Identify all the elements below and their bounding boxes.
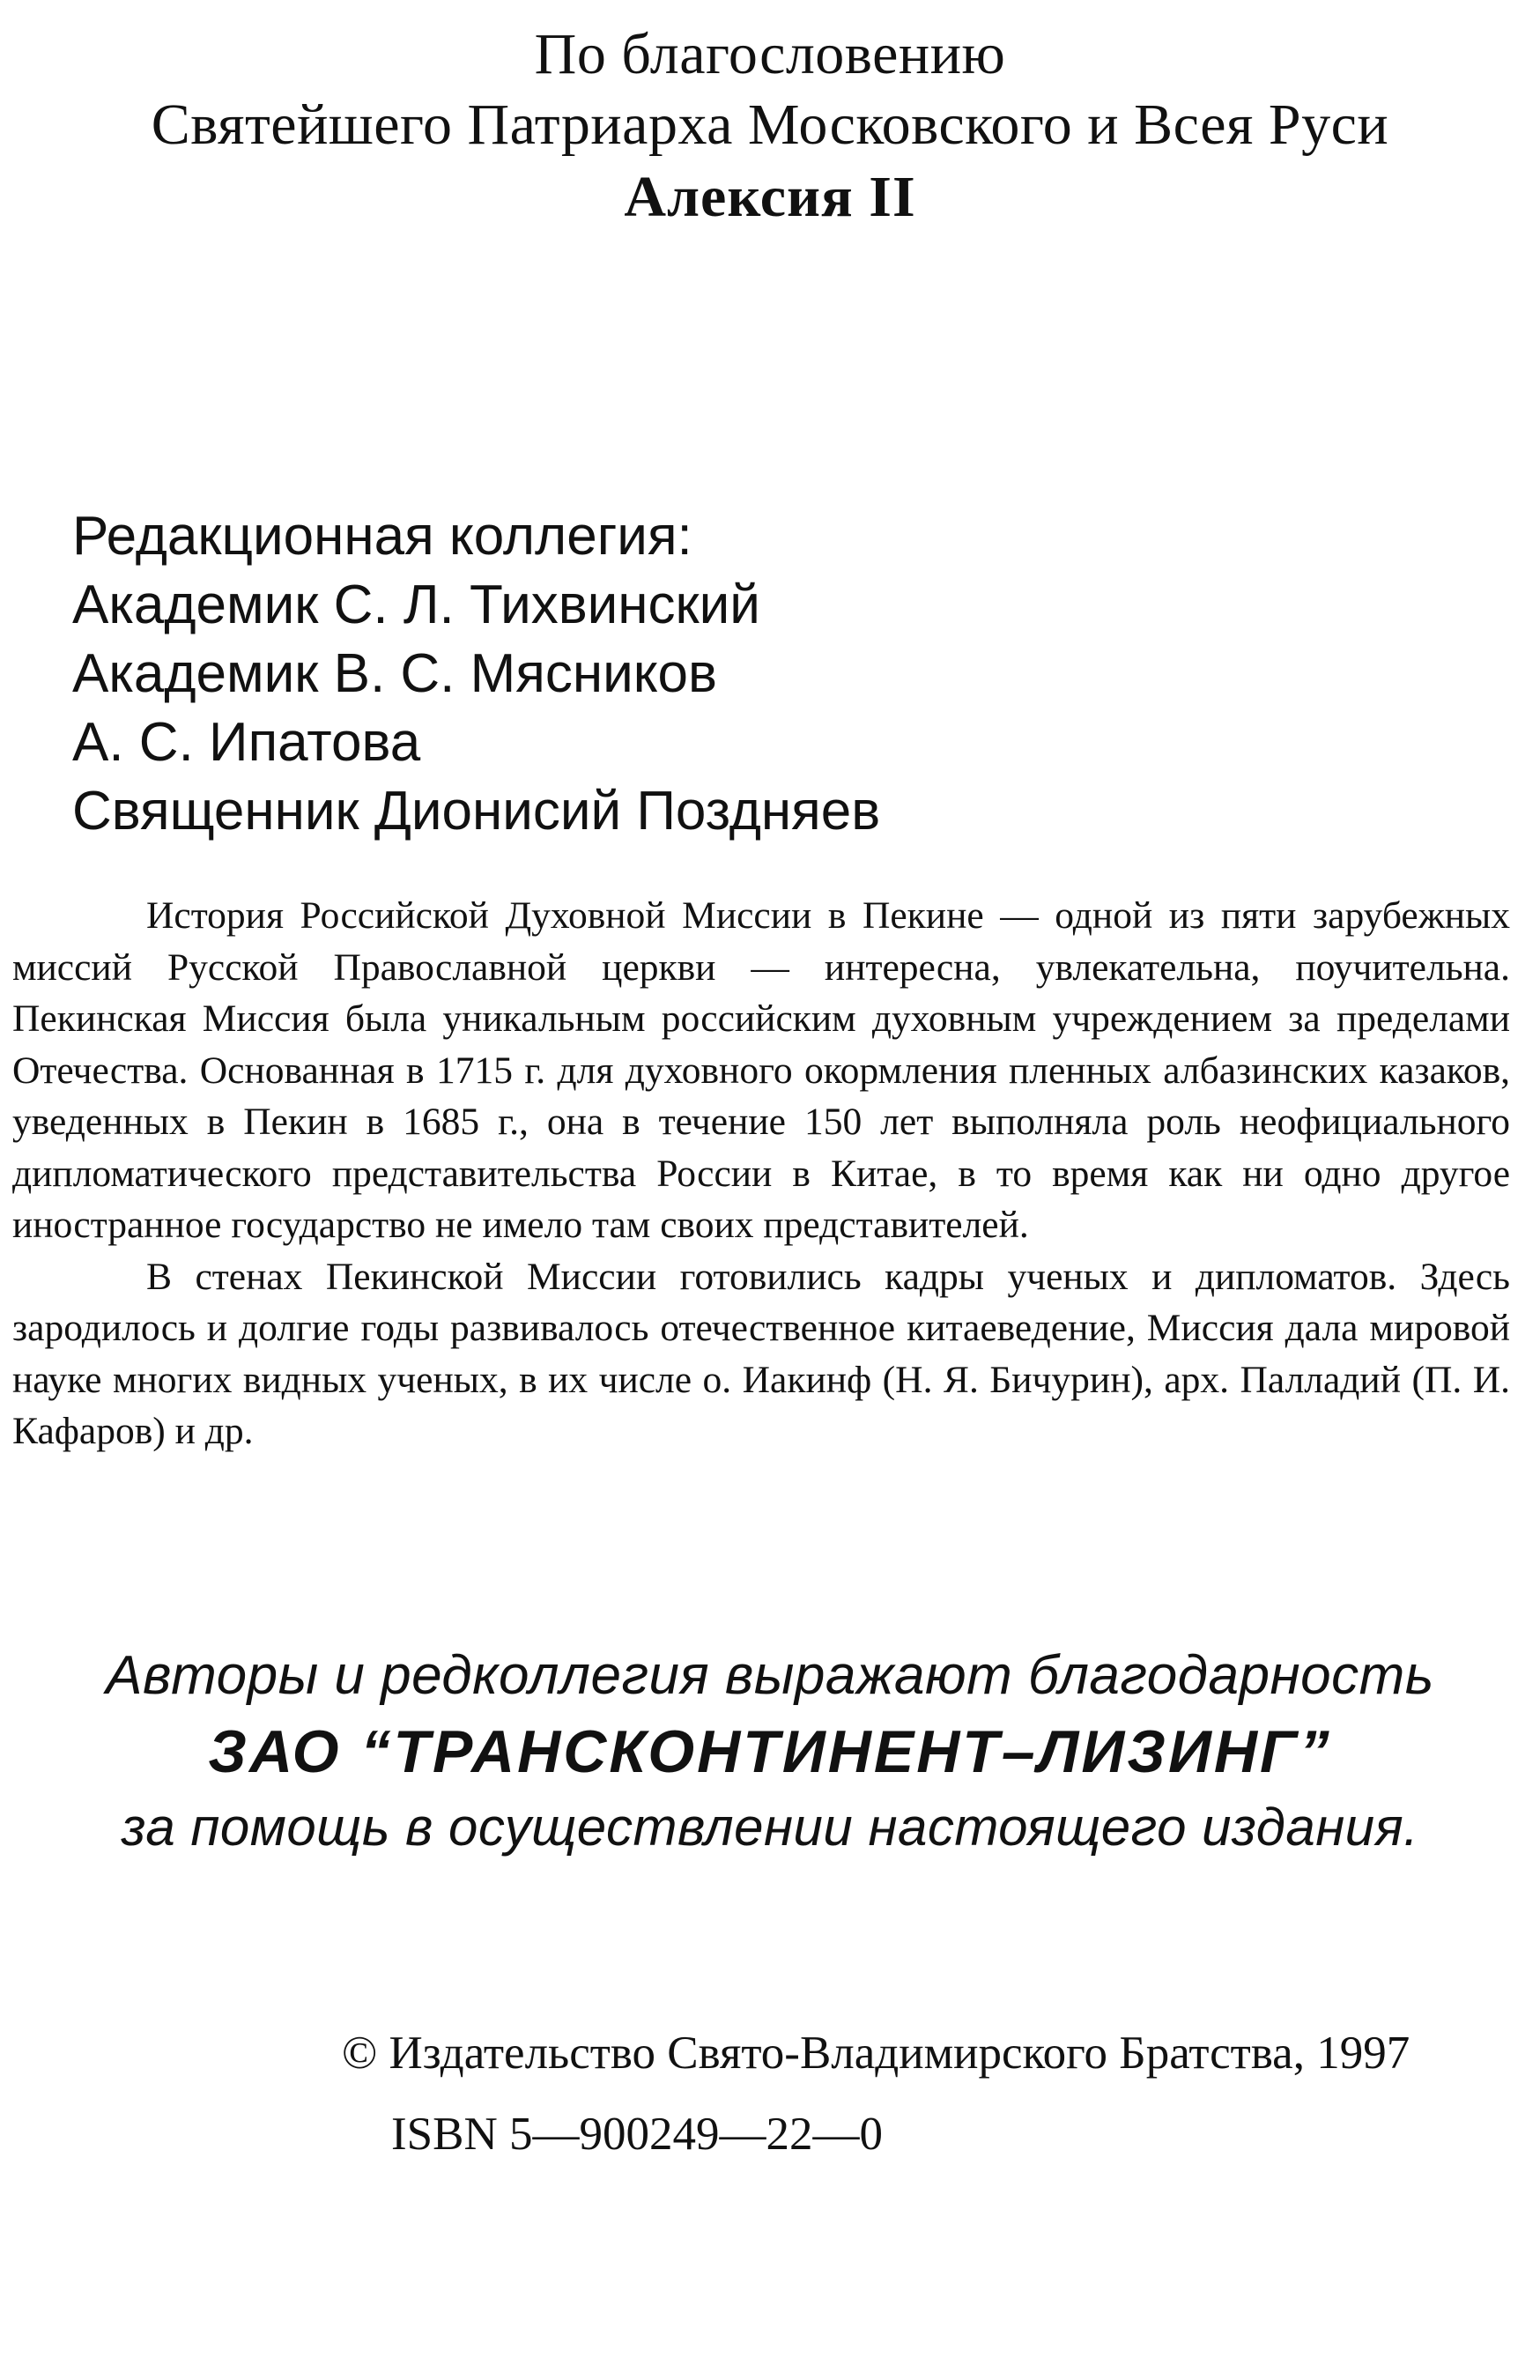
annotation-paragraph: В стенах Пекинской Миссии готовились кадры ученых и дипломатов. Здесь зародилось и долгие годы развивалось отечественное китаеведение, Миссия дала мировой науке многих видных ученых, в их числе о. Иакинф (Н. Я. Бичурин), арх. Палладий (П. И. Кафаров) и др.	[12, 1255, 1510, 1452]
blessing-line-1: По благословению	[534, 22, 1006, 86]
sponsor-company: ЗАО “ТРАНСКОНТИНЕНТ–ЛИЗИНГ”	[208, 1718, 1332, 1785]
annotation-paragraph: История Российской Духовной Миссии в Пекине — одной из пяти зарубежных миссий Русской Православной церкви — интересна, увлекательна, поучительна. Пекинская Миссия была уникальным российским духовным учреждением за пределами Отечества. Основанная в 1715 г. для духовного окормления пленных албазинских казаков, уведенных в Пекин в 1685 г., она в течение 150 лет выполняла роль неофициального дипломатического представительства России в Китае, в то время как ни одно другое иностранное государство не имело там своих представителей.	[12, 894, 1510, 1246]
editorial-board-heading: Редакционная коллегия:	[72, 506, 692, 567]
blessing-block	[0, 19, 1540, 234]
isbn: ISBN 5—900249—22—0	[391, 2109, 884, 2160]
editorial-board-member: Священник Дионисий Поздняев	[72, 781, 881, 842]
acknowledgment-line-3: за помощь в осуществлении настоящего издания.	[121, 1798, 1419, 1857]
annotation	[12, 890, 1510, 1457]
blessing-line-2: Святейшего Патриарха Московского и Всея Руси	[151, 93, 1389, 157]
patriarch-name: Алексия II	[624, 165, 916, 229]
acknowledgment-block	[0, 1639, 1540, 1865]
editorial-board-member: Академик С. Л. Тихвинский	[72, 575, 760, 635]
editorial-board-member: Академик В. С. Мясников	[72, 643, 717, 704]
editorial-board	[72, 502, 1394, 846]
editorial-board-member: А. С. Ипатова	[72, 712, 421, 773]
copyright-notice: © Издательство Свято-Владимирского Братства, 1997	[342, 2028, 1410, 2079]
acknowledgment-line-1: Авторы и редколлегия выражают благодарность	[106, 1645, 1434, 1706]
